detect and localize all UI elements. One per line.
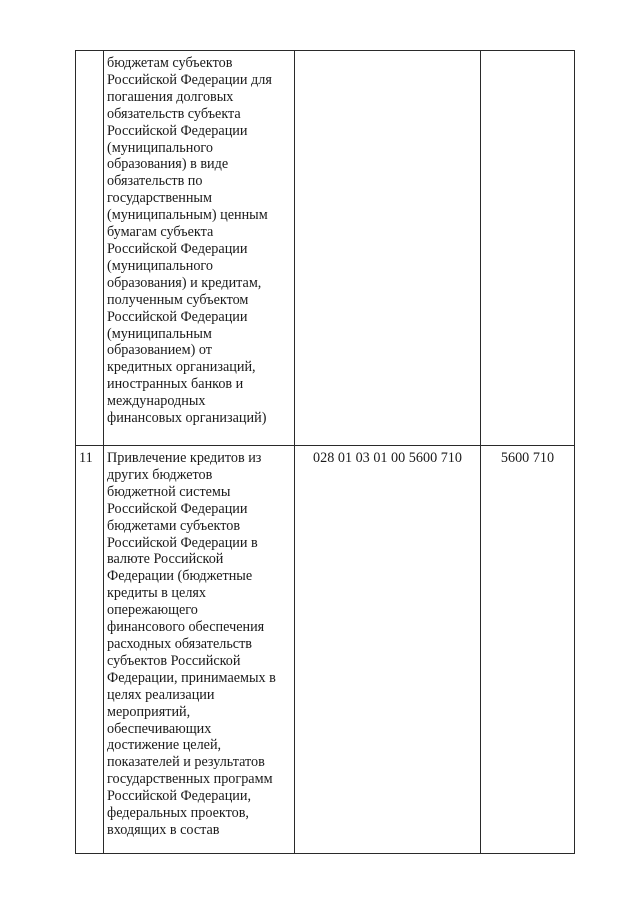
- name-line: Российской Федерации: [107, 308, 248, 325]
- name-line: обязательств по: [107, 173, 203, 190]
- row-number-cell: [76, 51, 104, 446]
- row-amount-cell: 5600 710: [481, 446, 575, 854]
- name-line: международных: [107, 393, 206, 410]
- name-line: бюджетам субъектов: [107, 55, 233, 71]
- name-line: Российской Федерации: [107, 122, 248, 139]
- name-line: обязательств субъекта: [107, 105, 241, 122]
- name-line: достижение целей,: [107, 737, 222, 754]
- name-line: погашения долговых: [107, 88, 234, 105]
- name-line: субъектов Российской: [107, 652, 241, 669]
- name-line: государственных программ: [107, 771, 273, 788]
- name-line: полученным субъектом: [107, 291, 249, 308]
- name-line: Привлечение кредитов из: [107, 450, 262, 466]
- name-line: (муниципального: [107, 139, 213, 156]
- name-line: входящих в состав: [107, 821, 220, 838]
- name-line: образованием) от: [107, 342, 212, 359]
- row-amount-cell: [481, 51, 575, 446]
- row-name-cell: [104, 51, 295, 446]
- name-line: обеспечивающих: [107, 720, 212, 737]
- name-line: федеральных проектов,: [107, 805, 249, 822]
- name-line: других бюджетов: [107, 466, 213, 483]
- name-line: образования) и кредитам,: [107, 274, 262, 291]
- name-line: финансовых организаций): [107, 410, 267, 427]
- name-line: Российской Федерации для: [107, 71, 272, 88]
- name-line: образования) в виде: [107, 156, 229, 173]
- table-row: [76, 446, 575, 854]
- row-code-cell: [295, 51, 481, 446]
- name-line: кредитных организаций,: [107, 359, 256, 376]
- table-row: [76, 51, 575, 446]
- name-line: Российской Федерации,: [107, 788, 252, 805]
- row-name-cell: [104, 446, 295, 854]
- name-line: целях реализации: [107, 686, 215, 703]
- name-line: бюджетной системы: [107, 483, 231, 500]
- name-line: бюджетами субъектов: [107, 517, 241, 534]
- name-line: (муниципального: [107, 257, 213, 274]
- name-line: иностранных банков и: [107, 376, 244, 393]
- name-line: (муниципальным) ценным: [107, 207, 268, 224]
- name-line: мероприятий,: [107, 703, 191, 720]
- name-line: Российской Федерации: [107, 500, 248, 517]
- name-line: Российской Федерации в: [107, 534, 258, 551]
- name-line: бумагам субъекта: [107, 224, 214, 241]
- name-line: опережающего: [107, 602, 198, 619]
- row-code-cell: 028 01 03 01 00 5600 710: [295, 446, 481, 854]
- budget-table: [75, 50, 575, 854]
- name-line: показателей и результатов: [107, 754, 265, 771]
- name-line: расходных обязательств: [107, 635, 252, 652]
- name-line: Федерации (бюджетные: [107, 568, 253, 585]
- name-line: кредиты в целях: [107, 585, 207, 602]
- name-line: (муниципальным: [107, 325, 212, 342]
- name-line: Российской Федерации: [107, 240, 248, 257]
- name-line: валюте Российской: [107, 551, 224, 568]
- name-line: государственным: [107, 190, 212, 207]
- row-number-cell: 11: [76, 446, 104, 854]
- name-line: финансового обеспечения: [107, 619, 265, 636]
- name-line: Федерации, принимаемых в: [107, 669, 276, 686]
